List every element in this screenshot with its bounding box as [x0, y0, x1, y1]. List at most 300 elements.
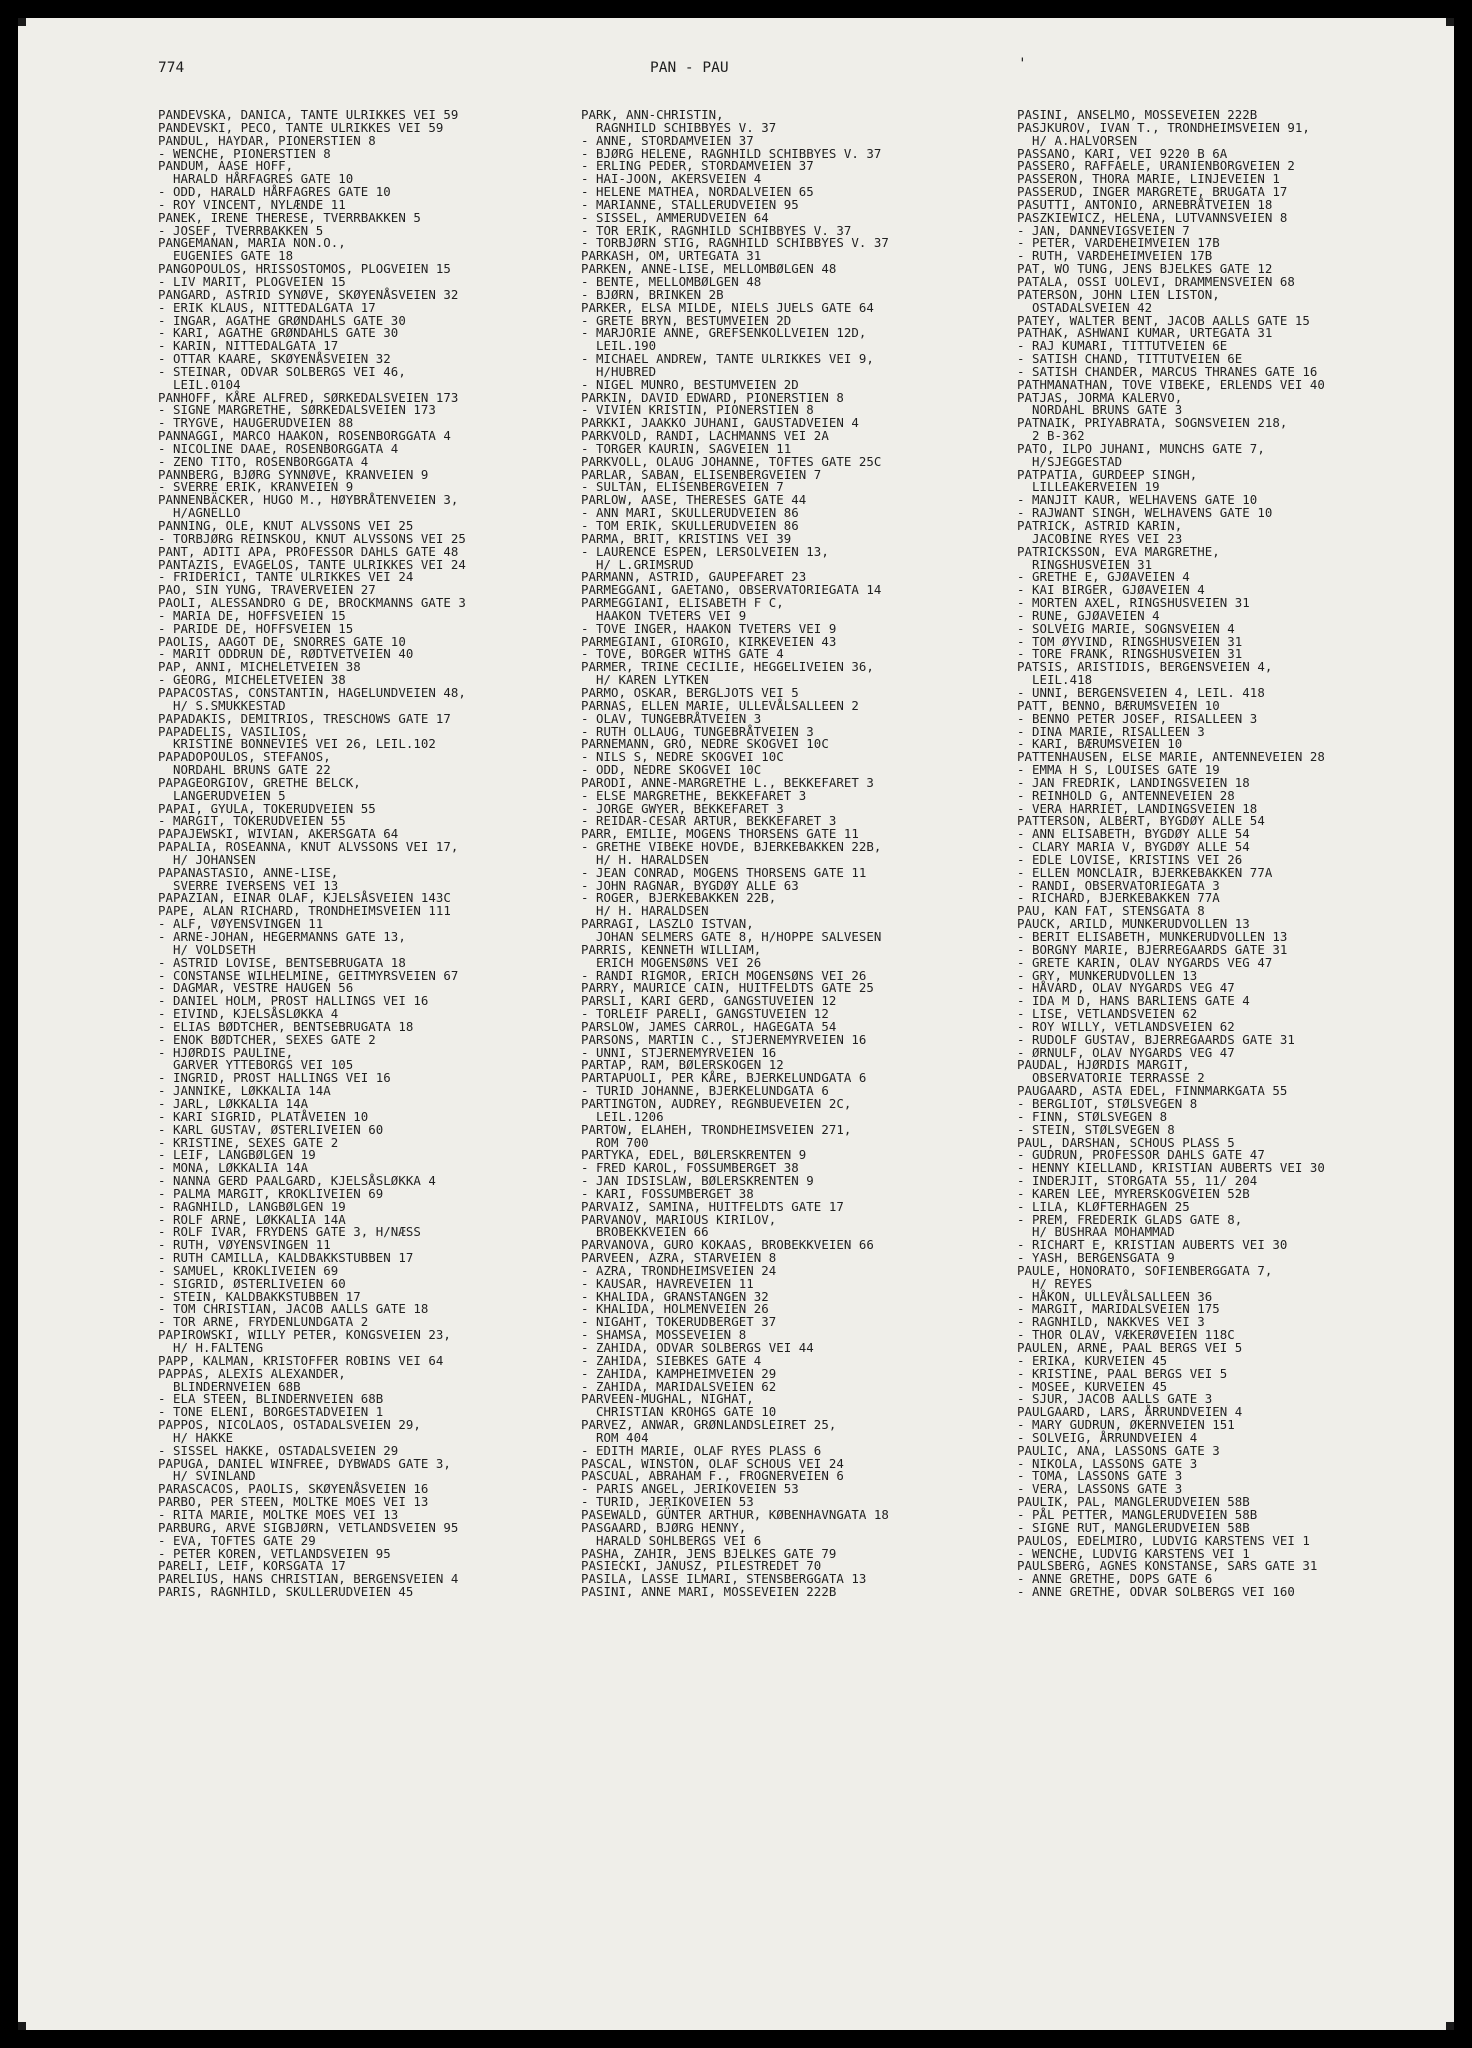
directory-entry-line: PAULEN, ARNE, PAAL BERGS VEI 5	[1017, 1340, 1243, 1355]
directory-entry-line: - HJØRDIS PAULINE,	[158, 1044, 294, 1060]
directory-entry-line: PARKKI, JAAKKO JUHANI, GAUSTADVEIEN 4	[581, 415, 859, 431]
directory-entry-line: - TOVE INGER, HAAKON TVETERS VEI 9	[581, 620, 837, 636]
directory-entry-line: - SIGRID, ØSTERLIVEIEN 60	[158, 1275, 346, 1291]
directory-entry-line: PANDEVSKA, DANICA, TANTE ULRIKKES VEI 59	[158, 107, 459, 122]
directory-entry-line: - GRETHE E, GJØAVEIEN 4	[1017, 569, 1190, 585]
directory-entry-line: - KARIN, NITTEDALGATA 17	[158, 338, 339, 354]
directory-entry-line: - EIVIND, KJELSÅSLØKKA 4	[158, 1006, 339, 1022]
directory-entry-line: PAULSBERG, AGNES KONSTANSE, SARS GATE 31	[1017, 1558, 1318, 1574]
directory-entry-line: PATT, BENNO, BÆRUMSVEIEN 10	[1017, 697, 1220, 713]
directory-entry-line: - STEIN, STØLSVEGEN 8	[1017, 1121, 1175, 1137]
directory-entry-line: PATHMANATHAN, TOVE VIBEKE, ERLENDS VEI 40	[1017, 376, 1325, 392]
directory-entry-line: PARVAIZ, SAMINA, HUITFELDTS GATE 17	[581, 1198, 844, 1214]
directory-entry-line: PANGARD, ASTRID SYNØVE, SKØYENÅSVEIEN 32	[158, 286, 459, 302]
directory-entry-line: - LIV MARIT, PLOGVEIEN 15	[158, 273, 346, 289]
directory-entry-line: - BJØRN, BRINKEN 2B	[581, 286, 724, 302]
directory-entry-line: EUGENIES GATE 18	[158, 248, 294, 264]
directory-entry-line: - VIVIEN KRISTIN, PIONERSTIEN 8	[581, 402, 814, 418]
directory-entry-line: PASGAARD, BJØRG HENNY,	[581, 1519, 747, 1535]
directory-entry-line: - ANN MARI, SKULLERUDVEIEN 86	[581, 505, 799, 521]
directory-entry-line: - ANNE GRETHE, ODVAR SOLBERGS VEI 160	[1017, 1584, 1295, 1600]
registration-mark-top-right	[1446, 18, 1454, 26]
directory-entry-line: - MORTEN AXEL, RINGSHUSVEIEN 31	[1017, 595, 1250, 611]
directory-entry-line: PAUCK, ARILD, MUNKERUDVOLLEN 13	[1017, 916, 1250, 932]
directory-entry-line: PAPADAKIS, DEMITRIOS, TRESCHOWS GATE 17	[158, 710, 451, 726]
directory-entry-line: - VERA HARRIET, LANDINGSVEIEN 18	[1017, 800, 1258, 816]
directory-entry-line: - RAGNHILD, NAKKVES VEI 3	[1017, 1314, 1205, 1330]
directory-entry-line: PAPPAS, ALEXIS ALEXANDER,	[158, 1365, 346, 1381]
directory-entry-line: PARRY, MAURICE CAIN, HUITFELDTS GATE 25	[581, 980, 874, 996]
directory-entry-line: PANEK, IRENE THERESE, TVERRBAKKEN 5	[158, 209, 421, 225]
directory-entry-line: - SIGNE RUT, MANGLERUDVEIEN 58B	[1017, 1519, 1250, 1535]
directory-entry-line: PAPANASTASIO, ANNE-LISE,	[158, 864, 339, 880]
directory-entry-line: - ASTRID LOVISE, BENTSEBRUGATA 18	[158, 954, 406, 970]
directory-entry-line: - LEIF, LANGBØLGEN 19	[158, 1147, 316, 1163]
directory-entry-line: - ZAHIDA, KAMPHEIMVEIEN 29	[581, 1365, 777, 1381]
directory-entry-line: PARKER, ELSA MILDE, NIELS JUELS GATE 64	[581, 299, 874, 315]
directory-entry-line: PARRAGI, LASZLO ISTVAN,	[581, 916, 754, 932]
directory-entry-line: PATERSON, JOHN LIEN LISTON,	[1017, 286, 1220, 302]
directory-entry-line: PARNEMANN, GRO, NEDRE SKOGVEI 10C	[581, 736, 829, 752]
directory-entry-line: - TORBJØRN STIG, RAGNHILD SCHIBBYES V. 37	[581, 235, 889, 251]
directory-entry-line: - EVA, TOFTES GATE 29	[158, 1532, 316, 1548]
directory-entry-line: PATJAS, JORMA KALERVO,	[1017, 389, 1183, 405]
directory-entry-line: PAT, WO TUNG, JENS BJELKES GATE 12	[1017, 261, 1273, 277]
directory-entry-line: PARVANOVA, GURO KOKAAS, BROBEKKVEIEN 66	[581, 1237, 874, 1253]
directory-entry-line: - ZENO TITO, ROSENBORGGATA 4	[158, 453, 369, 469]
directory-entry-line: - GUDRUN, PROFESSOR DAHLS GATE 47	[1017, 1147, 1265, 1163]
directory-entry-line: - KHALIDA, GRANSTANGEN 32	[581, 1288, 769, 1304]
directory-entry-line: - ALF, VØYENSVINGEN 11	[158, 916, 324, 932]
directory-entry-line: - CONSTANSE WILHELMINE, GEITMYRSVEIEN 67	[158, 967, 459, 983]
directory-entry-line: - FRIDERICI, TANTE ULRIKKES VEI 24	[158, 569, 414, 585]
directory-entry-line: - ZAHIDA, SIEBKES GATE 4	[581, 1352, 762, 1368]
directory-entry-line: PAPP, KALMAN, KRISTOFFER ROBINS VEI 64	[158, 1352, 444, 1368]
directory-entry-line: PASZKIEWICZ, HELENA, LUTVANNSVEIEN 8	[1017, 209, 1288, 225]
directory-entry-line: PATTERSON, ALBERT, BYGDØY ALLE 54	[1017, 813, 1265, 829]
directory-entry-line: - GRETE BRYN, BESTUMVEIEN 2D	[581, 312, 792, 328]
directory-entry-line: - INGRID, PROST HALLINGS VEI 16	[158, 1070, 391, 1086]
directory-entry-line: PARTAP, RAM, BØLERSKOGEN 12	[581, 1057, 784, 1073]
directory-entry-line: - BORGNY MARIE, BJERREGAARDS GATE 31	[1017, 941, 1288, 957]
running-head: PAN - PAU	[650, 60, 729, 76]
directory-entry-line: - MARJORIE ANNE, GREFSENKOLLVEIEN 12D,	[581, 325, 867, 341]
directory-entry-line: PAULIK, PAL, MANGLERUDVEIEN 58B	[1017, 1494, 1250, 1510]
directory-entry-line: PARMA, BRIT, KRISTINS VEI 39	[581, 530, 792, 546]
directory-entry-line: HARALD SOHLBERGS VEI 6	[581, 1532, 762, 1548]
directory-entry-line: PARLAR, SABAN, ELISENBERGVEIEN 7	[581, 466, 822, 482]
directory-entry-line: - SATISH CHAND, TITTUTVEIEN 6E	[1017, 351, 1243, 367]
directory-entry-line: PARTYKA, EDEL, BØLERSKRENTEN 9	[581, 1147, 807, 1163]
directory-entry-line: - ROLF IVAR, FRYDENS GATE 3, H/NÆSS	[158, 1224, 421, 1240]
directory-entry-line: PASILA, LASSE ILMARI, STENSBERGGATA 13	[581, 1571, 867, 1587]
directory-entry-line: PASCAL, WINSTON, OLAF SCHOUS VEI 24	[581, 1455, 844, 1471]
directory-entry-line: - VERA, LASSONS GATE 3	[1017, 1481, 1183, 1497]
directory-entry-line: PANDUL, HAYDAR, PIONERSTIEN 8	[158, 132, 376, 148]
directory-entry-line: - RAJWANT SINGH, WELHAVENS GATE 10	[1017, 505, 1273, 521]
directory-entry-line: - SULTAN, ELISENBERGVEIEN 7	[581, 479, 784, 495]
directory-entry-line: PATRICKSSON, EVA MARGRETHE,	[1017, 543, 1220, 559]
directory-entry-line: PAOLI, ALESSANDRO G DE, BROCKMANNS GATE 3	[158, 595, 466, 611]
directory-entry-line: - DAGMAR, VESTRE HAUGEN 56	[158, 980, 354, 996]
directory-entry-line: PASINI, ANSELMO, MOSSEVEIEN 222B	[1017, 107, 1258, 122]
directory-entry-line: PARBO, PER STEEN, MOLTKE MOES VEI 13	[158, 1494, 429, 1510]
directory-entry-line: - WENCHE, PIONERSTIEN 8	[158, 145, 331, 161]
directory-entry-line: PASSERON, THORA MARIE, LINJEVEIEN 1	[1017, 171, 1280, 187]
directory-entry-line: - ROY WILLY, VETLANDSVEIEN 62	[1017, 1018, 1235, 1034]
directory-entry-line: - GRY, MUNKERUDVOLLEN 13	[1017, 967, 1198, 983]
directory-entry-line: - TORE FRANK, RINGSHUSVEIEN 31	[1017, 646, 1243, 662]
directory-entry-line: - SOLVEIG, ÅRRUNDVEIEN 4	[1017, 1429, 1198, 1445]
directory-entry-line: - SISSEL HAKKE, OSTADALSVEIEN 29	[158, 1442, 399, 1458]
header-mark: '	[1018, 56, 1027, 72]
directory-entry-line: GARVER YTTEBORGS VEI 105	[158, 1057, 354, 1073]
directory-entry-line: BLINDERNVEIEN 68B	[158, 1378, 301, 1394]
directory-entry-line: BROBEKKVEIEN 66	[581, 1224, 709, 1240]
directory-entry-line: - KARL GUSTAV, ØSTERLIVEIEN 60	[158, 1121, 384, 1137]
directory-entry-line: - DANIEL HOLM, PROST HALLINGS VEI 16	[158, 993, 429, 1009]
directory-entry-line: PARODI, ANNE-MARGRETHE L., BEKKEFARET 3	[581, 774, 874, 790]
directory-entry-line: PANHOFF, KÅRE ALFRED, SØRKEDALSVEIEN 173	[158, 389, 459, 405]
directory-entry-line: KRISTINE BONNEVIES VEI 26, LEIL.102	[158, 736, 436, 752]
directory-entry-line: PAULOS, EDELMIRO, LUDVIG KARSTENS VEI 1	[1017, 1532, 1310, 1548]
directory-entry-line: - ELA STEEN, BLINDERNVEIEN 68B	[158, 1391, 384, 1407]
directory-entry-line: - JARL, LØKKALIA 14A	[158, 1095, 309, 1111]
directory-entry-line: PAULGAARD, LARS, ÅRRUNDVEIEN 4	[1017, 1404, 1243, 1420]
directory-entry-line: - TONE ELENI, BORGESTADVEIEN 1	[158, 1404, 384, 1420]
directory-entry-line: PATHAK, ASHWANI KUMAR, URTEGATA 31	[1017, 325, 1273, 341]
directory-entry-line: - NIKOLA, LASSONS GATE 3	[1017, 1455, 1198, 1471]
directory-entry-line: PAPPOS, NICOLAOS, OSTADALSVEIEN 29,	[158, 1417, 421, 1433]
directory-entry-line: H/ JOHANSEN	[158, 851, 256, 867]
directory-entry-line: PASCUAL, ABRAHAM F., FROGNERVEIEN 6	[581, 1468, 844, 1484]
directory-entry-line: - MONA, LØKKALIA 14A	[158, 1160, 309, 1176]
directory-entry-line: - KARI SIGRID, PLATÅVEIEN 10	[158, 1108, 369, 1124]
directory-entry-line: - HÅVARD, OLAV NYGARDS VEG 47	[1017, 980, 1235, 996]
directory-entry-line: - TOM CHRISTIAN, JACOB AALLS GATE 18	[158, 1301, 429, 1317]
directory-entry-line: - RUTH OLLAUG, TUNGEBRÅTVEIEN 3	[581, 723, 814, 739]
directory-entry-line: - FINN, STØLSVEGEN 8	[1017, 1108, 1168, 1124]
directory-entry-line: - ROGER, BJERKEBAKKEN 22B,	[581, 890, 777, 906]
directory-column-3	[1017, 109, 1325, 1599]
directory-entry-line: - ROLF ARNE, LØKKALIA 14A	[158, 1211, 346, 1227]
directory-entry-line: - MARIT ODDRUN DE, RØDTVETVEIEN 40	[158, 646, 414, 662]
directory-entry-line: PATO, ILPO JUHANI, MUNCHS GATE 7,	[1017, 440, 1265, 456]
directory-entry-line: - AZRA, TRONDHEIMSVEIEN 24	[581, 1262, 777, 1278]
directory-entry-line: H/AGNELLO	[158, 505, 241, 521]
directory-entry-line: H/ HAKKE	[158, 1429, 234, 1445]
directory-entry-line: - MANJIT KAUR, WELHAVENS GATE 10	[1017, 492, 1258, 508]
directory-entry-line: - ERIK KLAUS, NITTEDALGATA 17	[158, 299, 376, 315]
directory-entry-line: PARELIUS, HANS CHRISTIAN, BERGENSVEIEN 4	[158, 1571, 459, 1587]
directory-entry-line: PAPAJEWSKI, WIVIAN, AKERSGATA 64	[158, 826, 399, 842]
directory-entry-line: PAPALIA, ROSEANNA, KNUT ALVSSONS VEI 17,	[158, 839, 459, 855]
directory-entry-line: - RAJ KUMARI, TITTUTVEIEN 6E	[1017, 338, 1228, 354]
directory-entry-line: - EDITH MARIE, OLAF RYES PLASS 6	[581, 1442, 822, 1458]
directory-entry-line: PAPE, ALAN RICHARD, TRONDHEIMSVEIEN 111	[158, 903, 451, 919]
directory-entry-line: PARIS, RAGNHILD, SKULLERUDVEIEN 45	[158, 1584, 414, 1600]
directory-entry-line: PAPIROWSKI, WILLY PETER, KONGSVEIEN 23,	[158, 1327, 451, 1343]
directory-entry-line: PARR, EMILIE, MOGENS THORSENS GATE 11	[581, 826, 859, 842]
directory-entry-line: - INGAR, AGATHE GRØNDAHLS GATE 30	[158, 312, 406, 328]
directory-entry-line: PARNAS, ELLEN MARIE, ULLEVÅLSALLEEN 2	[581, 697, 859, 713]
directory-entry-line: - YASH, BERGENSGATA 9	[1017, 1250, 1175, 1266]
directory-entry-line: ROM 700	[581, 1134, 649, 1150]
directory-entry-line: PAU, KAN FAT, STENSGATA 8	[1017, 903, 1205, 919]
directory-entry-line: PARVEZ, ANWAR, GRØNLANDSLEIRET 25,	[581, 1417, 837, 1433]
directory-entry-line: PARMEGGIANI, ELISABETH F C,	[581, 595, 784, 611]
directory-entry-line: - LILA, KLØFTERHAGEN 25	[1017, 1198, 1190, 1214]
directory-entry-line: - LISE, VETLANDSVEIEN 62	[1017, 1006, 1198, 1022]
directory-entry-line: PATTENHAUSEN, ELSE MARIE, ANTENNEVEIEN 28	[1017, 749, 1325, 765]
directory-entry-line: PARMANN, ASTRID, GAUPEFARET 23	[581, 569, 807, 585]
directory-entry-line: PARMER, TRINE CECILIE, HEGGELIVEIEN 36,	[581, 659, 874, 675]
directory-entry-line: - JAN IDSISLAW, BØLERSKRENTEN 9	[581, 1173, 814, 1189]
directory-entry-line: PANDEVSKI, PECO, TANTE ULRIKKES VEI 59	[158, 119, 444, 135]
directory-entry-line: - TORLEIF PARELI, GANGSTUVEIEN 12	[581, 1006, 829, 1022]
directory-entry-line: - KARI, BÆRUMSVEIEN 10	[1017, 736, 1183, 752]
directory-entry-line: H/HUBRED	[581, 363, 657, 379]
directory-entry-line: - STEIN, KALDBAKKSTUBBEN 17	[158, 1288, 361, 1304]
directory-entry-line: - PÅL PETTER, MANGLERUDVEIEN 58B	[1017, 1506, 1258, 1522]
directory-entry-line: PATSIS, ARISTIDIS, BERGENSVEIEN 4,	[1017, 659, 1273, 675]
directory-entry-line: - BENNO PETER JOSEF, RISALLEEN 3	[1017, 710, 1258, 726]
directory-entry-line: PAUL, DARSHAN, SCHOUS PLASS 5	[1017, 1134, 1235, 1150]
directory-entry-line: PATEY, WALTER BENT, JACOB AALLS GATE 15	[1017, 312, 1310, 328]
directory-entry-line: PARELI, LEIF, KORSGATA 17	[158, 1558, 346, 1574]
directory-entry-line: - BENTE, MELLOMBØLGEN 48	[581, 273, 762, 289]
directory-entry-line: - CLARY MARIA V, BYGDØY ALLE 54	[1017, 839, 1250, 855]
directory-entry-line: - TURID, JERIKOVEIEN 53	[581, 1494, 754, 1510]
directory-entry-line: PARMO, OSKAR, BERGLJOTS VEI 5	[581, 684, 799, 700]
directory-entry-line: - EDLE LOVISE, KRISTINS VEI 26	[1017, 851, 1243, 867]
directory-entry-line: PANDUM, AASE HOFF,	[158, 158, 294, 174]
directory-entry-line: PANGEMANAN, MARIA NON.O.,	[158, 235, 346, 251]
directory-entry-line: - GRETHE VIBEKE HOVDE, BJERKEBAKKEN 22B,	[581, 839, 882, 855]
directory-entry-line: H/ SVINLAND	[158, 1468, 256, 1484]
directory-entry-line: PARSLOW, JAMES CARROL, HAGEGATA 54	[581, 1018, 837, 1034]
directory-column-1	[158, 109, 466, 1599]
directory-entry-line: - MARGIT, TOKERUDVEIEN 55	[158, 813, 346, 829]
registration-mark-bottom-right	[1446, 2022, 1454, 2030]
directory-entry-line: - TOM ERIK, SKULLERUDVEIEN 86	[581, 518, 799, 533]
directory-entry-line: PARSONS, MARTIN C., STJERNEMYRVEIEN 16	[581, 1031, 867, 1047]
directory-entry-line: - RUTH, VARDEHEIMVEIEN 17B	[1017, 248, 1213, 264]
directory-entry-line: PASIECKI, JANUSZ, PILESTREDET 70	[581, 1558, 822, 1574]
directory-entry-line: PANT, ADITI APA, PROFESSOR DAHLS GATE 48	[158, 543, 459, 559]
directory-entry-line: - ELSE MARGRETHE, BEKKEFARET 3	[581, 787, 807, 803]
directory-entry-line: - MICHAEL ANDREW, TANTE ULRIKKES VEI 9,	[581, 351, 874, 367]
directory-entry-line: 2 B-362	[1017, 428, 1085, 444]
directory-entry-line: - RUTH, VØYENSVINGEN 11	[158, 1237, 331, 1253]
directory-entry-line: - TOVE, BORGER WITHS GATE 4	[581, 646, 784, 662]
directory-entry-line: PANTAZIS, EVAGELOS, TANTE ULRIKKES VEI 24	[158, 556, 466, 572]
directory-entry-line: PARKASH, OM, URTEGATA 31	[581, 248, 762, 264]
directory-entry-line: - ZAHIDA, MARIDALSVEIEN 62	[581, 1378, 777, 1394]
directory-entry-line: PARVEEN-MUGHAL, NIGHAT,	[581, 1391, 754, 1407]
directory-entry-line: LEIL.418	[1017, 672, 1093, 688]
directory-entry-line: - TOR ERIK, RAGNHILD SCHIBBYES V. 37	[581, 222, 852, 238]
directory-entry-line: PAPADELIS, VASILIOS,	[158, 723, 309, 739]
directory-entry-line: - RUTH CAMILLA, KALDBAKKSTUBBEN 17	[158, 1250, 414, 1266]
directory-entry-line: SVERRE IVERSENS VEI 13	[158, 877, 339, 893]
directory-entry-line: PASSERO, RAFFAELE, URANIENBORGVEIEN 2	[1017, 158, 1295, 174]
directory-entry-line: - JOHN RAGNAR, BYGDØY ALLE 63	[581, 877, 799, 893]
directory-entry-line: - TORBJØRG REINSKOU, KNUT ALVSSONS VEI 25	[158, 530, 466, 546]
directory-entry-line: - WENCHE, LUDVIG KARSTENS VEI 1	[1017, 1545, 1250, 1561]
directory-entry-line: PAO, SIN YUNG, TRAVERVEIEN 27	[158, 582, 376, 598]
directory-entry-line: PARTINGTON, AUDREY, REGNBUEVEIEN 2C,	[581, 1095, 852, 1111]
directory-entry-line: PARMEGGANI, GAETANO, OBSERVATORIEGATA 14	[581, 582, 882, 598]
directory-entry-line: - OTTAR KAARE, SKØYENÅSVEIEN 32	[158, 351, 391, 367]
directory-entry-line: PAUDAL, HJØRDIS MARGIT,	[1017, 1057, 1190, 1073]
directory-entry-line: - JANNIKE, LØKKALIA 14A	[158, 1083, 331, 1099]
directory-entry-line: PASHA, ZAHIR, JENS BJELKES GATE 79	[581, 1545, 837, 1561]
directory-entry-line: - ERIKA, KURVEIEN 45	[1017, 1352, 1168, 1368]
directory-entry-line: - ZAHIDA, ODVAR SOLBERGS VEI 44	[581, 1340, 814, 1355]
directory-entry-line: - BJØRG HELENE, RAGNHILD SCHIBBYES V. 37	[581, 145, 882, 161]
directory-entry-line: - HELENE MATHEA, NORDALVEIEN 65	[581, 184, 814, 200]
directory-entry-line: - OLAV, TUNGEBRÅTVEIEN 3	[581, 710, 762, 726]
directory-entry-line: H/ BUSHRAA MOHAMMAD	[1017, 1224, 1175, 1240]
directory-entry-line: PARRIS, KENNETH WILLIAM,	[581, 941, 762, 957]
directory-entry-line: LANGERUDVEIEN 5	[158, 787, 286, 803]
directory-entry-line: - PARIS ANGEL, JERIKOVEIEN 53	[581, 1481, 799, 1497]
directory-entry-line: PANNBERG, BJØRG SYNNØVE, KRANVEIEN 9	[158, 466, 429, 482]
directory-entry-line: - RANDI, OBSERVATORIEGATA 3	[1017, 877, 1220, 893]
directory-entry-line: - KHALIDA, HOLMENVEIEN 26	[581, 1301, 769, 1317]
directory-entry-line: JACOBINE RYES VEI 23	[1017, 530, 1183, 546]
directory-entry-line: PASEWALD, GÜNTER ARTHUR, KØBENHAVNGATA 18	[581, 1506, 889, 1522]
directory-entry-line: PATPATIA, GURDEEP SINGH,	[1017, 466, 1198, 482]
directory-entry-line: - HÅKON, ULLEVÅLSALLEEN 36	[1017, 1288, 1213, 1304]
directory-entry-line: - TURID JOHANNE, BJERKELUNDGATA 6	[581, 1083, 829, 1099]
registration-mark-top-left	[18, 18, 26, 26]
directory-entry-line: - BERGLIOT, STØLSVEGEN 8	[1017, 1095, 1198, 1111]
directory-entry-line: - RITA MARIE, MOLTKE MOES VEI 13	[158, 1506, 399, 1522]
directory-entry-line: - ODD, HARALD HÅRFAGRES GATE 10	[158, 184, 391, 200]
directory-entry-line: - SOLVEIG MARIE, SOGNSVEIEN 4	[1017, 620, 1235, 636]
directory-entry-line: - ØRNULF, OLAV NYGARDS VEG 47	[1017, 1044, 1235, 1060]
directory-entry-line: - TORGER KAURIN, SAGVEIEN 11	[581, 440, 792, 456]
directory-entry-line: - PARIDE DE, HOFFSVEIEN 15	[158, 620, 354, 636]
directory-entry-line: - JOSEF, TVERRBAKKEN 5	[158, 222, 324, 238]
directory-entry-line: PASSERUD, INGER MARGRETE, BRUGATA 17	[1017, 184, 1288, 200]
directory-entry-line: - STEINAR, ODVAR SOLBERGS VEI 46,	[158, 363, 406, 379]
directory-entry-line: PARKEN, ANNE-LISE, MELLOMBØLGEN 48	[581, 261, 837, 277]
directory-entry-line: HAAKON TVETERS VEI 9	[581, 607, 747, 623]
directory-entry-line: - REIDAR-CESAR ARTUR, BEKKEFARET 3	[581, 813, 837, 829]
directory-entry-line: - RICHART E, KRISTIAN AUBERTS VEI 30	[1017, 1237, 1288, 1253]
directory-entry-line: - UNNI, BERGENSVEIEN 4, LEIL. 418	[1017, 684, 1265, 700]
page-number: 774	[158, 60, 185, 76]
directory-entry-line: - NIGAHT, TOKERUDBERGET 37	[581, 1314, 777, 1330]
directory-entry-line: - RAGNHILD, LANGBØLGEN 19	[158, 1198, 346, 1214]
directory-entry-line: PAPACOSTAS, CONSTANTIN, HAGELUNDVEIEN 48,	[158, 684, 466, 700]
directory-entry-line: RAGNHILD SCHIBBYES V. 37	[581, 119, 777, 135]
directory-entry-line: - NIGEL MUNRO, BESTUMVEIEN 2D	[581, 376, 799, 392]
directory-entry-line: LILLEAKERVEIEN 19	[1017, 479, 1160, 495]
directory-entry-line: LEIL.1206	[581, 1108, 664, 1124]
directory-entry-line: CHRISTIAN KROHGS GATE 10	[581, 1404, 777, 1420]
directory-entry-line: PARTAPUOLI, PER KÅRE, BJERKELUNDGATA 6	[581, 1070, 867, 1086]
directory-entry-line: - LAURENCE ESPEN, LERSOLVEIEN 13,	[581, 543, 829, 559]
directory-entry-line: - HENNY KIELLAND, KRISTIAN AUBERTS VEI 30	[1017, 1160, 1325, 1176]
directory-entry-line: - MOSEE, KURVEIEN 45	[1017, 1378, 1168, 1394]
directory-entry-line: PARASCACOS, PAOLIS, SKØYENÅSVEIEN 16	[158, 1481, 429, 1497]
directory-entry-line: - PETER KOREN, VETLANDSVEIEN 95	[158, 1545, 391, 1561]
directory-entry-line: - BERIT ELISABETH, MUNKERUDVOLLEN 13	[1017, 929, 1288, 944]
directory-entry-line: - RICHARD, BJERKEBAKKEN 77A	[1017, 890, 1220, 906]
directory-entry-line: - ANNE GRETHE, DOPS GATE 6	[1017, 1571, 1213, 1587]
directory-entry-line: - ELIAS BØDTCHER, BENTSEBRUGATA 18	[158, 1018, 414, 1034]
directory-entry-line: JOHAN SELMERS GATE 8, H/HOPPE SALVESEN	[581, 929, 882, 944]
directory-entry-line: PATALA, OSSI UOLEVI, DRAMMENSVEIEN 68	[1017, 273, 1295, 289]
directory-entry-line: PAPUGA, DANIEL WINFREE, DYBWADS GATE 3,	[158, 1455, 451, 1471]
directory-entry-line: PATRICK, ASTRID KARIN,	[1017, 518, 1183, 533]
directory-entry-line: - ODD, NEDRE SKOGVEI 10C	[581, 762, 762, 778]
directory-entry-line: - SHAMSA, MOSSEVEIEN 8	[581, 1327, 747, 1343]
directory-entry-line: PARTOW, ELAHEH, TRONDHEIMSVEIEN 271,	[581, 1121, 852, 1137]
directory-entry-line: - UNNI, STJERNEMYRVEIEN 16	[581, 1044, 777, 1060]
directory-entry-line: PAULIC, ANA, LASSONS GATE 3	[1017, 1442, 1220, 1458]
directory-entry-line: - MARY GUDRUN, ØKERNVEIEN 151	[1017, 1417, 1235, 1433]
directory-entry-line: - KARI, FOSSUMBERGET 38	[581, 1185, 754, 1201]
directory-entry-line: PARKIN, DAVID EDWARD, PIONERSTIEN 8	[581, 389, 844, 405]
directory-entry-line: - KAUSAR, HAVREVEIEN 11	[581, 1275, 754, 1291]
directory-entry-line: PANNING, OLE, KNUT ALVSSONS VEI 25	[158, 518, 414, 533]
directory-entry-line: - IDA M D, HANS BARLIENS GATE 4	[1017, 993, 1250, 1009]
directory-entry-line: - RUDOLF GUSTAV, BJERREGAARDS GATE 31	[1017, 1031, 1295, 1047]
directory-entry-line: - KRISTINE, PAAL BERGS VEI 5	[1017, 1365, 1228, 1381]
directory-entry-line: - TRYGVE, HAUGERUDVEIEN 88	[158, 415, 354, 431]
directory-entry-line: - EMMA H S, LOUISES GATE 19	[1017, 762, 1220, 778]
directory-entry-line: PARK, ANN-CHRISTIN,	[581, 107, 724, 122]
directory-entry-line: - SIGNE MARGRETHE, SØRKEDALSVEIEN 173	[158, 402, 436, 418]
directory-entry-line: H/ A.HALVORSEN	[1017, 132, 1138, 148]
directory-entry-line: - ERLING PEDER, STORDAMVEIEN 37	[581, 158, 814, 174]
directory-entry-line: PAP, ANNI, MICHELETVEIEN 38	[158, 659, 361, 675]
directory-entry-line: - SAMUEL, KROKLIVEIEN 69	[158, 1262, 339, 1278]
directory-entry-line: - DINA MARIE, RISALLEEN 3	[1017, 723, 1205, 739]
directory-entry-line: - PETER, VARDEHEIMVEIEN 17B	[1017, 235, 1220, 251]
directory-entry-line: PAUGAARD, ASTA EDEL, FINNMARKGATA 55	[1017, 1083, 1288, 1099]
directory-entry-line: PARMEGIANI, GIORGIO, KIRKEVEIEN 43	[581, 633, 837, 649]
directory-entry-line: OBSERVATORIE TERRASSE 2	[1017, 1070, 1205, 1086]
directory-entry-line: - KARI, AGATHE GRØNDAHLS GATE 30	[158, 325, 399, 341]
directory-entry-line: - GRETE KARIN, OLAV NYGARDS VEG 47	[1017, 954, 1273, 970]
directory-entry-line: - SVERRE ERIK, KRANVEIEN 9	[158, 479, 354, 495]
directory-entry-line: - ARNE-JOHAN, HEGERMANNS GATE 13,	[158, 929, 406, 944]
directory-entry-line: - GEORG, MICHELETVEIEN 38	[158, 672, 346, 688]
directory-entry-line: - TOR ARNE, FRYDENLUNDGATA 2	[158, 1314, 369, 1330]
directory-entry-line: - RUNE, GJØAVEIEN 4	[1017, 607, 1160, 623]
directory-entry-line: H/ H.FALTENG	[158, 1340, 264, 1355]
directory-entry-line: ERICH MOGENSØNS VEI 26	[581, 954, 762, 970]
directory-entry-line: - SJUR, JACOB AALLS GATE 3	[1017, 1391, 1213, 1407]
directory-entry-line: - PREM, FREDERIK GLADS GATE 8,	[1017, 1211, 1243, 1227]
directory-entry-line: - KAI BIRGER, GJØAVEIEN 4	[1017, 582, 1205, 598]
directory-entry-line: - MARIA DE, HOFFSVEIEN 15	[158, 607, 346, 623]
directory-entry-line: PAPAZIAN, EINAR OLAF, KJELSÅSVEIEN 143C	[158, 890, 451, 906]
directory-entry-line: - JORGE GWYER, BEKKEFARET 3	[581, 800, 784, 816]
directory-entry-line: PARSLI, KARI GERD, GANGSTUVEIEN 12	[581, 993, 837, 1009]
directory-entry-line: PARKVOLL, OLAUG JOHANNE, TOFTES GATE 25C	[581, 453, 882, 469]
directory-entry-line: PARVANOV, MARIOUS KIRILOV,	[581, 1211, 777, 1227]
directory-entry-line: - JEAN CONRAD, MOGENS THORSENS GATE 11	[581, 864, 867, 880]
registration-mark-bottom-left	[18, 2022, 26, 2030]
directory-column-2	[581, 109, 889, 1599]
